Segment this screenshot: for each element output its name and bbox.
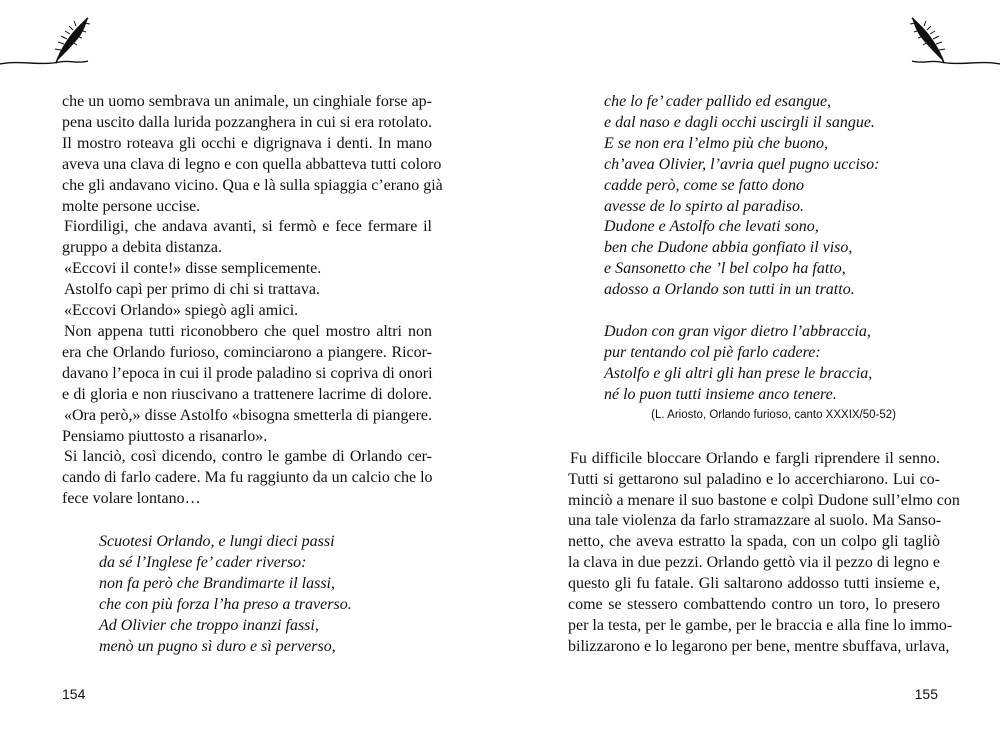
citation: (L. Ariosto, Orlando furioso, canto XXXIX/50-52) [651,408,896,421]
prose-line: Non appena tutti riconobbero che quel mostro altri non [64,322,432,340]
verse-line: E se non era l’elmo più che buono, [604,134,828,152]
prose-line: minciò a menare il suo bastone e colpì Dudone sull’elmo con [568,491,960,509]
verse-stanza [568,322,940,406]
prose-line: gruppo a debita distanza. [62,239,222,257]
prose-line: Astolfo capì per primo di chi si trattava. [64,281,320,299]
verse-line: Dudon con gran vigor dietro l’abbraccia, [604,323,871,341]
verse-stanza [568,92,940,301]
prose-line: questo gli fu fatale. Gli saltarono addosso tutti insieme e, [568,575,940,593]
prose-line: come se stessero combattendo contro un toro, lo presero [568,596,940,614]
prose-line: netto, che aveva estratto la spada, con un colpo gli tagliò [568,533,940,551]
verse-line: che con più forza l’ha preso a traverso. [99,595,352,613]
verse-line: Astolfo e gli altri gli han prese le braccia, [604,364,873,382]
feather-quill-icon [890,14,1000,74]
page-number: 155 [914,686,938,702]
prose-line: aveva una clava di legno e con quella abbatteva tutti coloro [62,155,442,173]
verse-line: avesse de lo spirto al paradiso. [604,197,804,215]
prose-line: che un uomo sembrava un animale, un cinghiale forse ap- [62,93,432,110]
prose-line: per la testa, per le gambe, per le braccia e alla fine lo immo- [568,616,953,634]
page-number: 154 [62,686,86,702]
verse-line: ben che Dudone abbia gonfiato il viso, [604,239,853,257]
verse-line: adosso a Orlando son tutti in un tratto. [604,281,855,299]
prose-line: che gli andavano vicino. Qua e là sulla spiaggia c’erano già [62,176,443,194]
prose-line: bilizzarono e lo legarono per bene, mentre sbuffava, urlava, [568,637,950,655]
prose-line: «Eccovi Orlando» spiegò agli amici. [64,302,299,320]
prose-line: «Eccovi il conte!» disse semplicemente. [64,260,322,278]
prose-line: Il mostro roteava gli occhi e digrignava i denti. In mano [62,134,432,152]
prose-line: Tutti si gettarono sul paladino e lo accerchiarono. Lui co- [568,470,940,488]
prose-line: molte persone uccise. [62,197,201,215]
right-page-text [568,92,960,658]
verse-line: che lo fe’ cader pallido ed esangue, [604,93,832,110]
prose-line: Fu difficile bloccare Orlando e fargli riprendere il senno. [570,449,940,467]
prose-line: davano l’epoca in cui il prode paladino si copriva di onori [62,364,433,382]
prose-line: fece volare lontano… [62,490,201,508]
prose-line: la clava in due pezzi. Orlando gettò via il pezzo di legno e [568,554,940,572]
verse-line: da sé l’Inglese fe’ cader riverso: [99,554,307,572]
prose-line: e di gloria e non riuscivano a trattenere lacrime di dolore. [62,385,432,403]
verse-stanza [62,532,432,657]
prose-line: pena uscito dalla lurida pozzanghera in cui si era rotolato. [62,113,432,131]
prose-block [568,449,960,658]
verse-line: ch’avea Olivier, l’avria quel pugno ucciso: [604,155,880,173]
prose-line: Pensiamo piuttosto a risanarlo». [62,427,268,445]
verse-line: non fa però che Brandimarte il lassi, [99,574,335,592]
left-page-text [62,92,443,658]
verse-line: cadde però, come se fatto dono [604,176,804,194]
verse-line: pur tentando col piè farlo cadere: [604,343,821,361]
verse-line: menò un pugno sì duro e sì perverso, [99,637,336,655]
prose-line: «Ora però,» disse Astolfo «bisogna smetterla di piangere. [64,406,432,424]
verse-line: né lo puon tutti insieme anco tenere. [604,385,837,403]
verse-line: e Sansonetto che ’l bel colpo ha fatto, [604,260,846,278]
prose-line: una tale violenza da farlo stramazzare al suolo. Ma Sanso- [568,512,942,530]
prose-line: cando di farlo cadere. Ma fu raggiunto da un calcio che lo [62,469,433,487]
verse-line: Ad Olivier che troppo inanzi fassi, [99,616,319,634]
verse-line: Scuotesi Orlando, e lungi dieci passi [99,533,335,551]
prose-line: Fiordiligi, che andava avanti, si fermò e fece fermare il [64,218,432,236]
feather-quill-icon [0,14,110,74]
right-page [500,0,1000,741]
verse-line: Dudone e Astolfo che levati sono, [604,218,819,236]
prose-line: Si lanciò, così dicendo, contro le gambe di Orlando cer- [64,448,432,466]
prose-line: era che Orlando furioso, cominciarono a piangere. Ricor- [62,343,432,361]
verse-line: e dal naso e dagli occhi uscirgli il sangue. [604,113,875,131]
